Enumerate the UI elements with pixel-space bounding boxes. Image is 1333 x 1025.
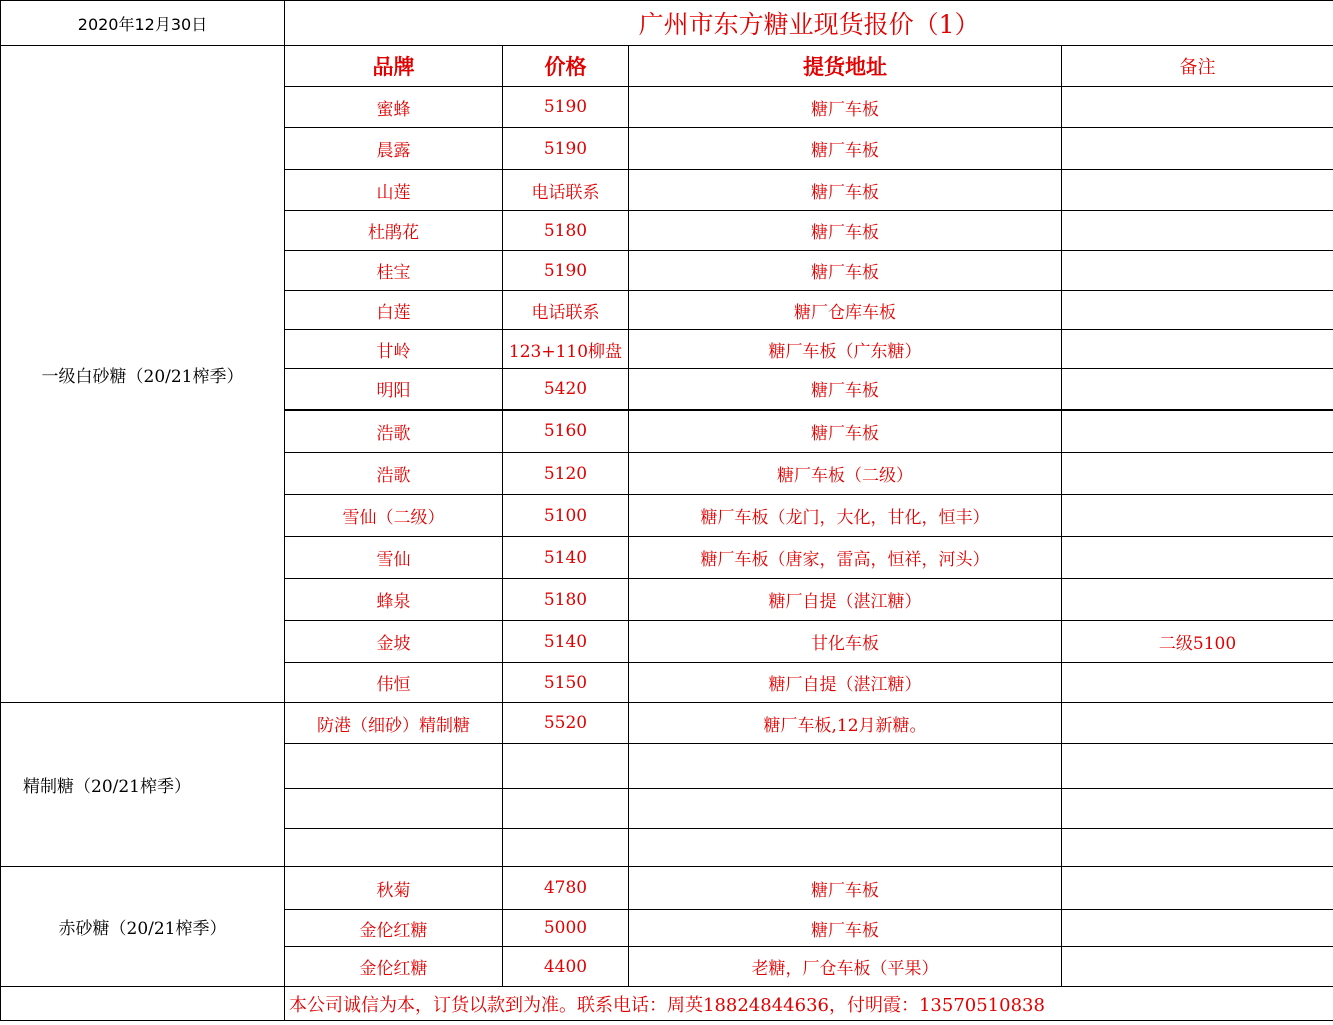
cell-note [1062,453,1333,495]
cell-price [503,744,629,789]
cell-brand: 白莲 [285,291,503,330]
cell-address [629,744,1062,789]
cell-address: 糖厂车板（龙门，大化，甘化，恒丰） [629,495,1062,537]
cell-brand: 明阳 [285,369,503,410]
title-row [1,1,1333,46]
cell-address: 糖厂车板 [629,128,1062,170]
cell-address: 糖厂车板 [629,170,1062,211]
cell-note [1062,537,1333,579]
cell-price: 5420 [503,369,629,410]
cell-address: 糖厂车板（广东糖） [629,330,1062,369]
cell-brand: 金伦红糖 [285,910,503,947]
category-white-sugar: 一级白砂糖（20/21榨季） [1,46,285,703]
cell-brand: 雪仙 [285,537,503,579]
cell-note [1062,910,1333,947]
cell-brand [285,744,503,789]
cell-note: 二级5100 [1062,621,1333,663]
header-price: 价格 [503,46,629,87]
cell-price: 5180 [503,579,629,621]
cell-brand: 山莲 [285,170,503,211]
cell-brand: 杜鹃花 [285,211,503,251]
table-row [1,703,1333,744]
cell-note [1062,829,1333,867]
cell-note [1062,703,1333,744]
cell-note [1062,495,1333,537]
cell-address: 糖厂车板,12月新糖。 [629,703,1062,744]
category-red-sugar: 赤砂糖（20/21榨季） [1,867,285,987]
date-cell: 2020年12月30日 [1,1,285,46]
cell-price: 5100 [503,495,629,537]
cell-price: 5140 [503,621,629,663]
footer-row [1,987,1333,1021]
cell-note [1062,170,1333,211]
cell-brand: 金坡 [285,621,503,663]
cell-note [1062,87,1333,128]
cell-note [1062,867,1333,910]
cell-price: 5140 [503,537,629,579]
cell-note [1062,369,1333,410]
footer-contact: 本公司诚信为本，订货以款到为准。联系电话：周英18824844636，付明霞：13570510838 [285,987,1333,1021]
cell-address: 糖厂车板（二级） [629,453,1062,495]
cell-brand: 晨露 [285,128,503,170]
cell-address: 糖厂仓库车板 [629,291,1062,330]
cell-price: 5190 [503,251,629,291]
cell-brand [285,829,503,867]
header-brand: 品牌 [285,46,503,87]
cell-note [1062,579,1333,621]
cell-address: 糖厂车板 [629,211,1062,251]
cell-note [1062,128,1333,170]
cell-note [1062,789,1333,829]
cell-note [1062,410,1333,453]
cell-price: 5180 [503,211,629,251]
cell-brand: 雪仙（二级） [285,495,503,537]
cell-address: 糖厂自提（湛江糖） [629,579,1062,621]
cell-brand: 浩歌 [285,410,503,453]
cell-brand: 防港（细砂）精制糖 [285,703,503,744]
cell-note [1062,330,1333,369]
cell-price: 5150 [503,663,629,703]
cell-address: 糖厂车板 [629,251,1062,291]
cell-brand: 甘岭 [285,330,503,369]
cell-note [1062,744,1333,789]
table-row [1,867,1333,910]
page-title: 广州市东方糖业现货报价（1） [285,1,1333,46]
header-address: 提货地址 [629,46,1062,87]
cell-address: 糖厂车板 [629,369,1062,410]
cell-address: 糖厂车板（唐家，雷高，恒祥，河头） [629,537,1062,579]
cell-price: 5190 [503,128,629,170]
cell-price: 4400 [503,947,629,987]
header-note: 备注 [1062,46,1333,87]
cell-address [629,789,1062,829]
cell-price: 电话联系 [503,170,629,211]
cell-address: 糖厂自提（湛江糖） [629,663,1062,703]
cell-address [629,829,1062,867]
cell-note [1062,663,1333,703]
cell-brand: 金伦红糖 [285,947,503,987]
cell-price: 123+110柳盘 [503,330,629,369]
cell-note [1062,251,1333,291]
cell-price [503,829,629,867]
cell-price: 5520 [503,703,629,744]
cell-note [1062,211,1333,251]
cell-address: 糖厂车板 [629,910,1062,947]
cell-price: 电话联系 [503,291,629,330]
cell-address: 糖厂车板 [629,87,1062,128]
cell-note [1062,291,1333,330]
cell-address: 老糖，厂仓车板（平果） [629,947,1062,987]
cell-brand: 蜜蜂 [285,87,503,128]
cell-brand: 浩歌 [285,453,503,495]
cell-brand: 蜂泉 [285,579,503,621]
cell-address: 糖厂车板 [629,410,1062,453]
cell-price: 5120 [503,453,629,495]
footer-blank-cell [1,987,285,1021]
cell-price [503,789,629,829]
cell-address: 糖厂车板 [629,867,1062,910]
cell-price: 5160 [503,410,629,453]
cell-price: 5000 [503,910,629,947]
cell-brand [285,789,503,829]
cell-brand: 伟恒 [285,663,503,703]
cell-brand: 秋菊 [285,867,503,910]
cell-price: 4780 [503,867,629,910]
cell-brand: 桂宝 [285,251,503,291]
cell-address: 甘化车板 [629,621,1062,663]
cell-price: 5190 [503,87,629,128]
category-refined-sugar: 精制糖（20/21榨季） [1,703,285,867]
header-row [1,46,1333,87]
cell-note [1062,947,1333,987]
